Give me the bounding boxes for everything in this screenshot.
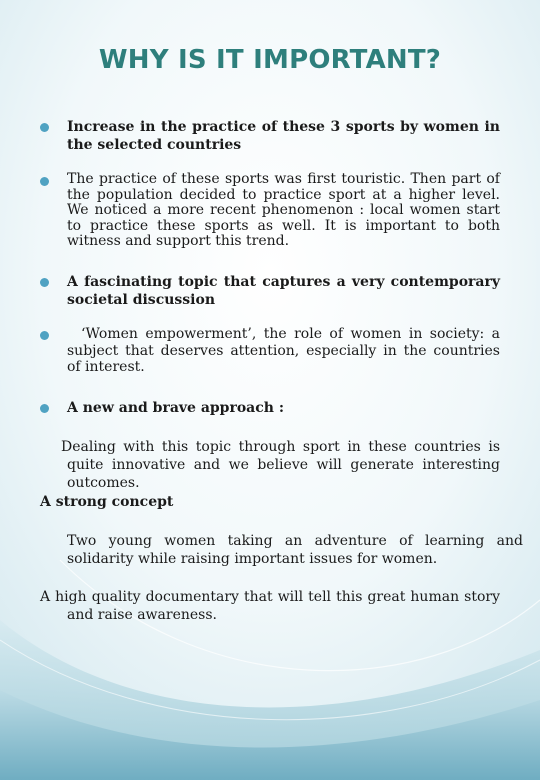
bullet-dot-icon	[40, 123, 49, 132]
bullet-1-text: Increase in the practice of these 3 sports by women in the selected countries	[67, 119, 500, 153]
bullet-dot-icon	[40, 278, 49, 287]
page-title: WHY IS IT IMPORTANT?	[98, 45, 442, 75]
approach-body: Dealing with this topic through sport in these countries is quite innovative and we believe will generate interesting outcomes.	[61, 439, 500, 491]
bullet-dot-icon	[40, 177, 49, 186]
bullet-2-text: The practice of these sports was first touristic. Then part of the population decided to practice sport at a higher level. We noticed a more recent phenomenon : local women start to practice these sports as well. It is important to both witness and support this trend.	[67, 171, 500, 249]
bullet-dot-icon	[40, 404, 49, 413]
bullet-dot-icon	[40, 331, 49, 340]
bullet-5-text: A new and brave approach :	[67, 400, 284, 416]
concept-heading: A strong concept	[40, 494, 174, 510]
documentary-text: A high quality documentary that will tell this great human story and raise awareness.	[40, 589, 500, 623]
concept-body: Two young women taking an adventure of learning and solidarity while raising important issues for women.	[67, 533, 523, 567]
bullet-3-text: A fascinating topic that captures a very contemporary societal discussion	[67, 274, 500, 308]
bullet-4-text: ‘Women empowerment’, the role of women in society: a subject that deserves attention, especially in the countries of interest.	[67, 326, 500, 375]
